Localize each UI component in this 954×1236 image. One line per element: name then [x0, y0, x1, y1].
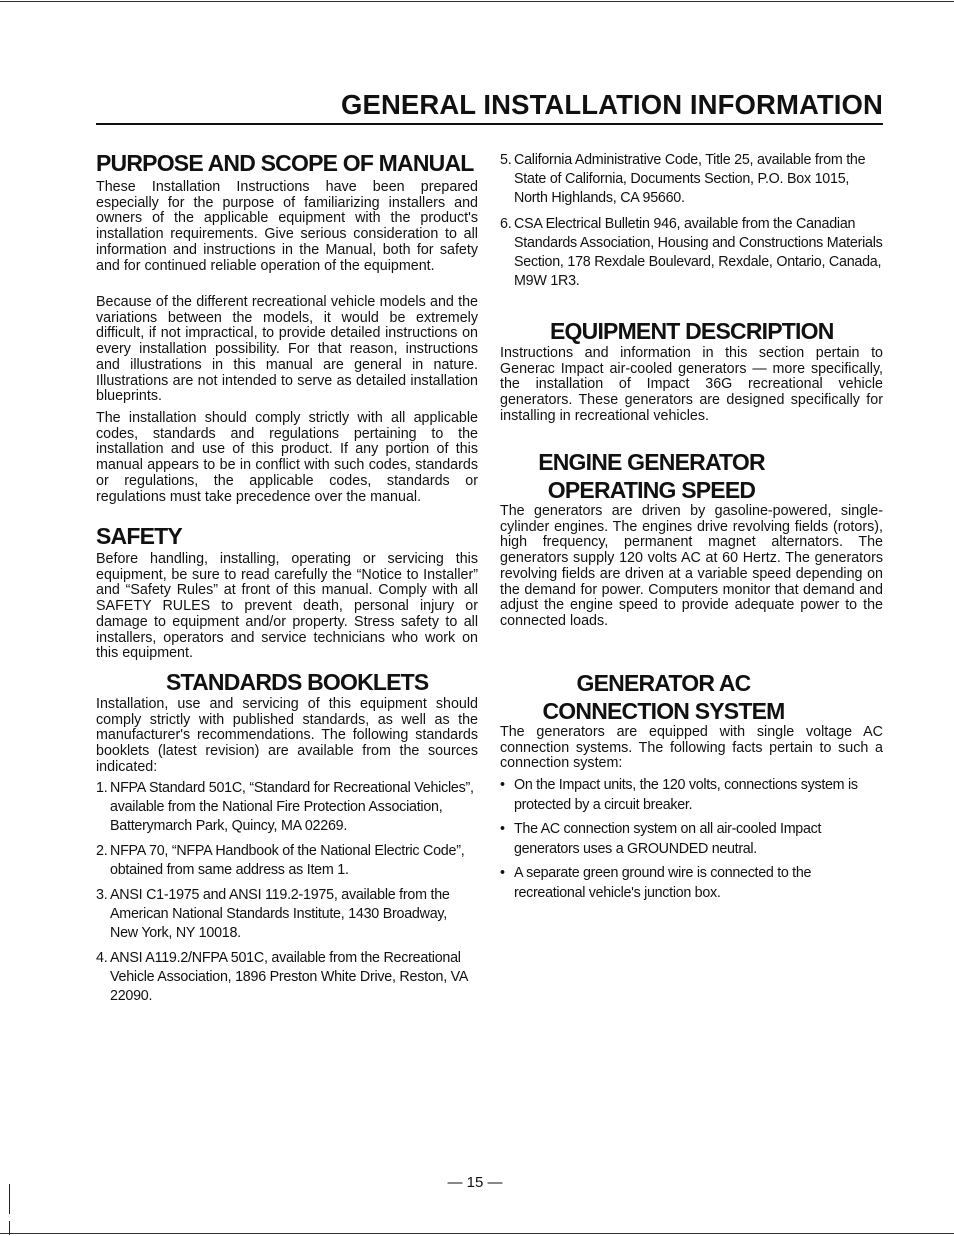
standards-heading: STANDARDS BOOKLETS: [166, 669, 429, 695]
ac-bullet-list: [500, 776, 883, 903]
purpose-paragraph-1: These Installation Instructions have been prepared especially for the purpose of familiarizing installers and owners of the applicable equipment with the product's installation requirements. Give serious consideration to all information and instructions in the Manual, both for safety and for continued reliable operation of the equipment.: [96, 179, 478, 274]
list-item: • On the Impact units, the 120 volts, connections system is protected by a circuit breaker.: [500, 777, 858, 813]
list-item: 4. ANSI A119.2/NFPA 501C, available from the Recreational Vehicle Association, 1896 Preston White Drive, Reston, VA 22090.: [96, 950, 468, 1004]
page-number: — 15 —: [447, 1174, 503, 1191]
page-title: GENERAL INSTALLATION INFORMATION: [341, 89, 883, 120]
list-item: 6. CSA Electrical Bulletin 946, available from the Canadian Standards Association, Housing and Constructions Materials Section, 178 Rexdale Boulevard, Rexdale, Ontario, Canada, M9W 1R3.: [500, 216, 883, 289]
engine-heading-line-2: OPERATING SPEED: [547, 477, 756, 503]
bullet-icon: •: [500, 777, 505, 793]
standards-list-right: [500, 151, 883, 291]
bullet-icon: •: [500, 821, 505, 837]
standards-intro: Installation, use and servicing of this equipment should comply strictly with published standards, as well as the manufacturer's recommendations. The following standards booklets (latest revision) are available from the sources indicated:: [96, 696, 478, 775]
top-border-line: [0, 1, 954, 2]
ac-intro: The generators are equipped with single voltage AC connection systems. The following facts pertain to such a connection system:: [500, 724, 883, 772]
equipment-heading: EQUIPMENT DESCRIPTION: [550, 318, 834, 344]
ac-heading-line-1: GENERATOR AC: [576, 670, 751, 696]
equipment-paragraph: Instructions and information in this section pertain to Generac Impact air-cooled generators — more specifically, the installation of Impact 36G recreational vehicle generators. These generators are designed specifically for installing in recreational vehicles.: [500, 345, 883, 424]
bullet-icon: •: [500, 865, 505, 881]
list-item: 2. NFPA 70, “NFPA Handbook of the National Electric Code”, obtained from same address as Item 1.: [96, 843, 465, 878]
safety-heading: SAFETY: [96, 523, 182, 549]
purpose-paragraph-2: Because of the different recreational vehicle models and the variations between the models, it would be extremely difficult, if not impractical, to provide detailed instructions on every installation possibility. For that reason, instructions and illustrations in this manual are general in nature. Illustrations are not intended to serve as detailed installation blueprints.: [96, 294, 478, 405]
purpose-paragraph-3: The installation should comply strictly with all applicable codes, standards and regulations pertaining to the installation and use of this product. If any portion of this manual appears to be in conflict with such codes, standards or regulations, the applicable codes, standards or regulations must take precedence over the manual.: [96, 410, 478, 505]
title-rule: [96, 123, 883, 125]
standards-list-left: [96, 779, 478, 1006]
purpose-heading: PURPOSE AND SCOPE OF MANUAL: [96, 150, 474, 176]
bottom-border-line: [0, 1233, 954, 1234]
ac-heading-line-2: CONNECTION SYSTEM: [542, 698, 785, 724]
list-item: • A separate green ground wire is connected to the recreational vehicle's junction box.: [500, 865, 812, 901]
safety-paragraph: Before handling, installing, operating or servicing this equipment, be sure to read carefully the “Notice to Installer” and “Safety Rules” at front of this manual. Comply with all SAFETY RULES to prevent death, personal injury or damage to equipment and/or property. Stress safety to all installers, operators and service technicians who work on this equipment.: [96, 551, 478, 662]
engine-paragraph: The generators are driven by gasoline-powered, single-cylinder engines. The engines drive revolving fields (rotors), high frequency, permanent magnet alternators. The generators supply 120 volts AC at 60 Hertz. The generators revolving fields are driven at a variable speed depending on the demand for power. Computers monitor that demand and adjust the engine speed to provide adequate power to the connected loads.: [500, 503, 883, 629]
list-item: 5. California Administrative Code, Title 25, available from the State of California, Documents Section, P.O. Box 1015, North Highlands, CA 95660.: [500, 152, 866, 206]
list-item: 1. NFPA Standard 501C, “Standard for Recreational Vehicles”, available from the National Fire Protection Association, Batterymarch Park, Quincy, MA 02269.: [96, 780, 474, 834]
list-item: • The AC connection system on all air-cooled Impact generators uses a GROUNDED neutral.: [500, 821, 822, 857]
margin-mark: [9, 1184, 10, 1214]
engine-heading-line-1: ENGINE GENERATOR: [538, 449, 765, 475]
list-item: 3. ANSI C1-1975 and ANSI 119.2-1975, available from the American National Standards Institute, 1430 Broadway, New York, NY 10018.: [96, 887, 450, 941]
